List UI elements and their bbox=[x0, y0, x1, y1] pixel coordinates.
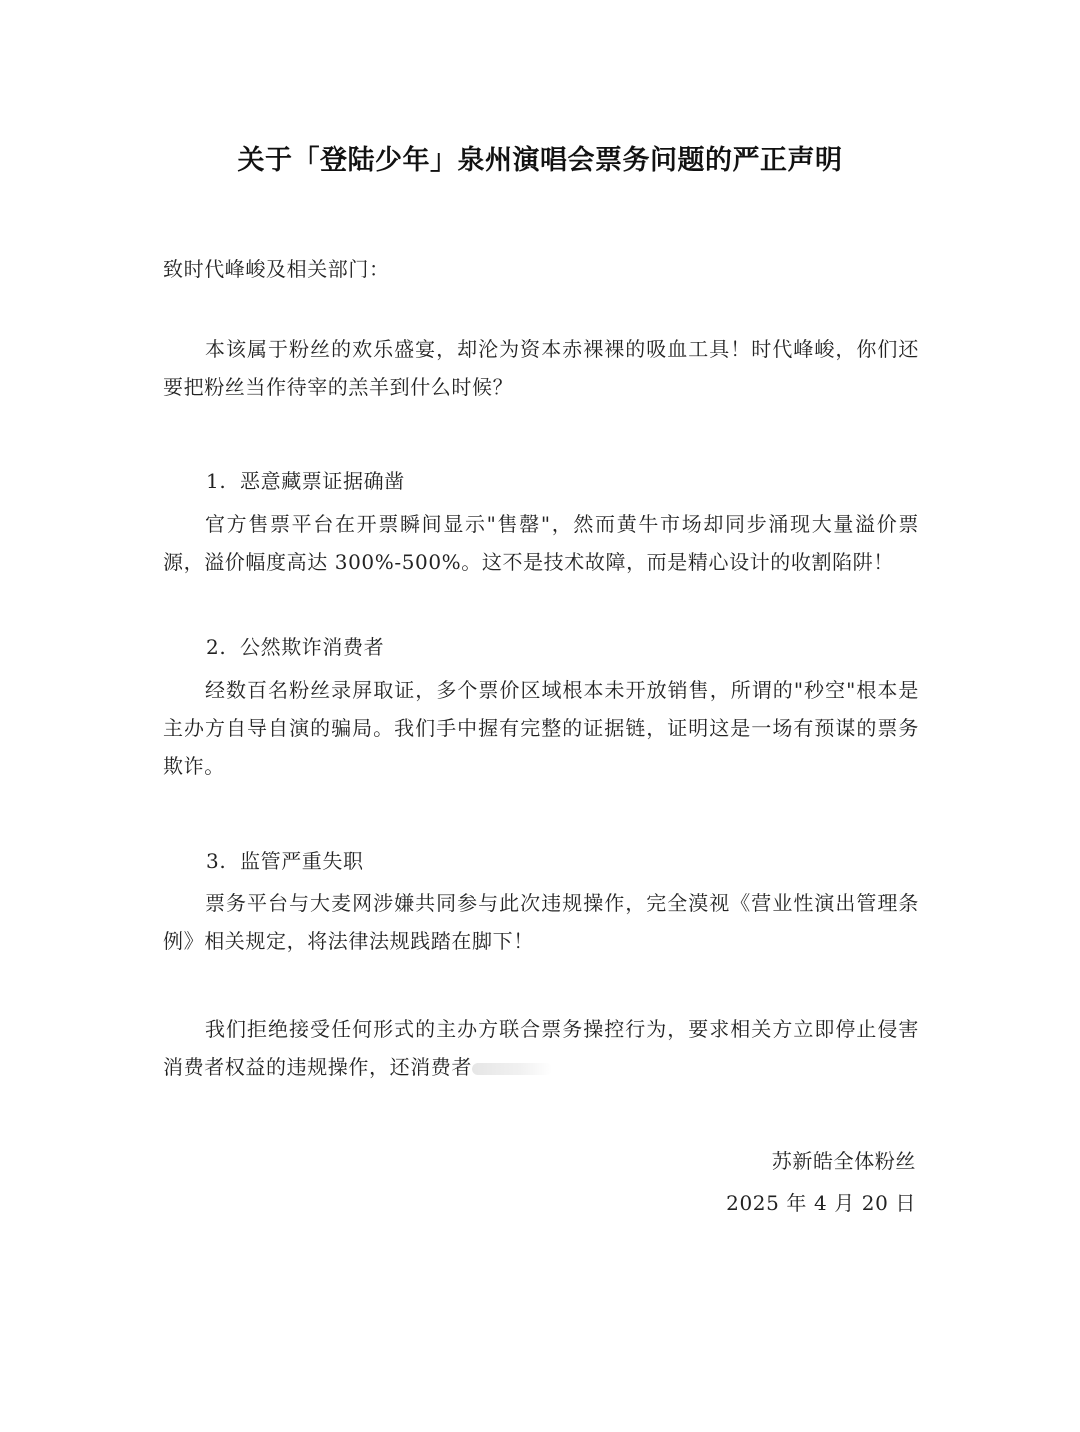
section-2-body: 经数百名粉丝录屏取证，多个票价区域根本未开放销售，所谓的"秒空"根本是主办方自导自演的骗局。我们手中握有完整的证据链，证明这是一场有预谋的票务欺诈。 bbox=[163, 678, 919, 778]
section-1-body: 官方售票平台在开票瞬间显示"售罄"，然而黄牛市场却同步涌现大量溢价票源，溢价幅度高达 300%-500%。这不是技术故障，而是精心设计的收割陷阱！ bbox=[163, 512, 919, 574]
closing-paragraph bbox=[163, 1010, 919, 1086]
intro-paragraph: 本该属于粉丝的欢乐盛宴，却沦为资本赤裸裸的吸血工具！时代峰峻，你们还要把粉丝当作待宰的羔羊到什么时候？ bbox=[163, 337, 919, 399]
blurred-text-region bbox=[472, 1063, 552, 1075]
signature-date: 2025 年 4 月 20 日 bbox=[726, 1191, 916, 1215]
salutation: 致时代峰峻及相关部门： bbox=[163, 257, 390, 281]
section-2-number: 2. bbox=[206, 635, 227, 659]
section-1-heading bbox=[206, 462, 405, 500]
closing-text: 我们拒绝接受任何形式的主办方联合票务操控行为，要求相关方立即停止侵害消费者权益的违规操作，还消费者 bbox=[163, 1017, 919, 1079]
section-1-number: 1. bbox=[206, 469, 227, 493]
section-3-number: 3. bbox=[206, 849, 227, 873]
signature-block bbox=[726, 1140, 916, 1224]
section-3-heading bbox=[206, 842, 364, 880]
section-3-body: 票务平台与大麦网涉嫌共同参与此次违规操作，完全漠视《营业性演出管理条例》相关规定，将法律法规践踏在脚下！ bbox=[163, 891, 919, 953]
section-3-title: 监管严重失职 bbox=[240, 849, 364, 873]
signature-name: 苏新皓全体粉丝 bbox=[771, 1149, 916, 1173]
document-title: 关于「登陆少年」泉州演唱会票务问题的严正声明 bbox=[237, 145, 843, 176]
section-2-title: 公然欺诈消费者 bbox=[240, 635, 385, 659]
section-1-title: 恶意藏票证据确凿 bbox=[240, 469, 405, 493]
section-2-heading bbox=[206, 628, 384, 666]
